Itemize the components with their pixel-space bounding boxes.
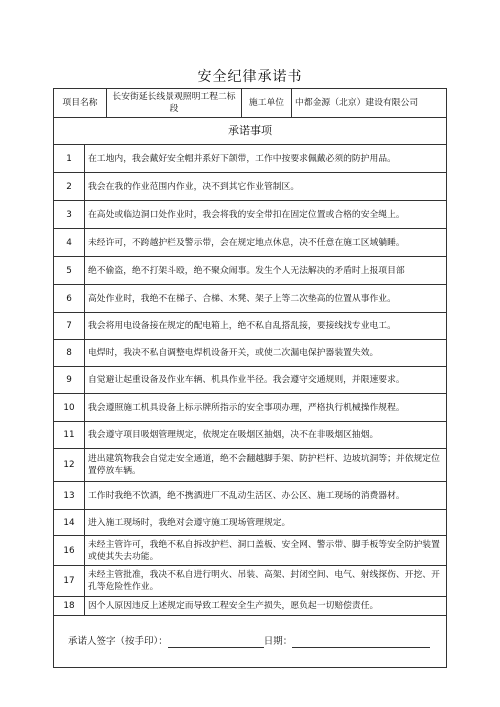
commitment-row [54, 257, 447, 285]
item-text: 进入施工现场时，我绝对会遵守施工现场管理规定。 [85, 510, 447, 536]
item-text: 在工地内，我会戴好安全帽并系好下颌带，工作中按要求佩戴必须的防护用品。 [85, 145, 447, 173]
item-number: 2 [54, 173, 85, 201]
commitment-row [54, 566, 447, 597]
commitment-row [54, 394, 447, 422]
item-text: 工作时我绝不饮酒，绝不携酒进厂不乱动生活区、办公区、施工现场的消费器材。 [85, 482, 447, 510]
signature-row [54, 616, 447, 668]
unit-value: 中都金源（北京）建设有限公司 [292, 89, 447, 118]
item-text: 在高处或临边洞口处作业时，我会将我的安全带扣在固定位置或合格的安全绳上。 [85, 201, 447, 229]
item-number: 9 [54, 367, 85, 394]
commitment-row [54, 340, 447, 367]
item-number: 6 [54, 285, 85, 313]
item-number: 16 [54, 536, 85, 566]
project-label: 项目名称 [54, 89, 107, 118]
item-text: 未经主管批准，我决不私自进行明火、吊装、高架、封闭空间、电气、射线探伤、开挖、开孔等危险性作业。 [85, 566, 447, 597]
item-number: 5 [54, 257, 85, 285]
item-number: 17 [54, 566, 85, 597]
item-number: 11 [54, 422, 85, 449]
item-text: 我会遵守项目吸烟管理规定，依规定在吸烟区抽烟，决不在非吸烟区抽烟。 [85, 422, 447, 449]
commitment-row [54, 536, 447, 566]
item-number: 18 [54, 597, 85, 616]
commitment-row [54, 367, 447, 394]
commitment-row [54, 597, 447, 616]
item-text: 进出建筑物我会自觉走安全通道，绝不会翻越脚手架、防护栏杆、边坡坑洞等；并依规定位置停放车辆。 [85, 449, 447, 482]
commitment-row [54, 173, 447, 201]
item-text: 我会遵照施工机具设备上标示牌所指示的安全事项办理，严格执行机械操作规程。 [85, 394, 447, 422]
date-label: 日期： [263, 635, 293, 647]
item-number: 3 [54, 201, 85, 229]
item-number: 8 [54, 340, 85, 367]
item-number: 13 [54, 482, 85, 510]
section-title: 承诺事项 [54, 118, 447, 145]
commitment-row [54, 510, 447, 536]
item-text: 我会在我的作业范围内作业，决不到其它作业管制区。 [85, 173, 447, 201]
commitment-table [53, 88, 447, 668]
signature-label: 承诺人签字（按手印）： [68, 635, 168, 647]
commitment-row [54, 482, 447, 510]
commitment-row [54, 422, 447, 449]
item-text: 因个人原因违反上述规定而导致工程安全生产损失，愿负起一切赔偿责任。 [85, 597, 447, 616]
item-text: 高处作业时，我绝不在梯子、合梯、木凳、架子上等二次垫高的位置从事作业。 [85, 285, 447, 313]
item-text: 未经主管许可，我绝不私自拆改护栏、洞口盖板、安全网、警示带、脚手板等安全防护装置或使其失去功能。 [85, 536, 447, 566]
commitment-row [54, 145, 447, 173]
item-text: 电焊时，我决不私自调整电焊机设备开关，或使二次漏电保护器装置失效。 [85, 340, 447, 367]
commitment-row [54, 449, 447, 482]
item-text: 我会将用电设备接在规定的配电箱上，绝不私自乱搭乱接，要接线找专业电工。 [85, 313, 447, 340]
signature-cell [54, 616, 447, 668]
commitment-row [54, 285, 447, 313]
commitment-row [54, 229, 447, 257]
commitment-row [54, 201, 447, 229]
item-number: 10 [54, 394, 85, 422]
item-text: 未经许可，不跨越护栏及警示带，会在规定地点休息，决不任意在施工区域躺睡。 [85, 229, 447, 257]
item-number: 4 [54, 229, 85, 257]
section-row [54, 118, 447, 145]
item-number: 14 [54, 510, 85, 536]
item-number: 12 [54, 449, 85, 482]
document-title: 安全纪律承诺书 [197, 69, 303, 85]
item-text: 自觉避让起重设备及作业车辆、机具作业半径。我会遵守交通规则，并限速要求。 [85, 367, 447, 394]
item-number: 7 [54, 313, 85, 340]
project-value: 长安街延长线景观照明工程二标段 [107, 89, 242, 118]
date-blank[interactable] [292, 636, 430, 648]
signature-blank[interactable] [168, 636, 264, 648]
item-number: 1 [54, 145, 85, 173]
commitment-row [54, 313, 447, 340]
unit-label: 施工单位 [242, 89, 292, 118]
header-row [54, 89, 447, 118]
item-text: 绝不偷盗，绝不打架斗殴，绝不聚众闹事。发生个人无法解决的矛盾时上报项目部 [85, 257, 447, 285]
